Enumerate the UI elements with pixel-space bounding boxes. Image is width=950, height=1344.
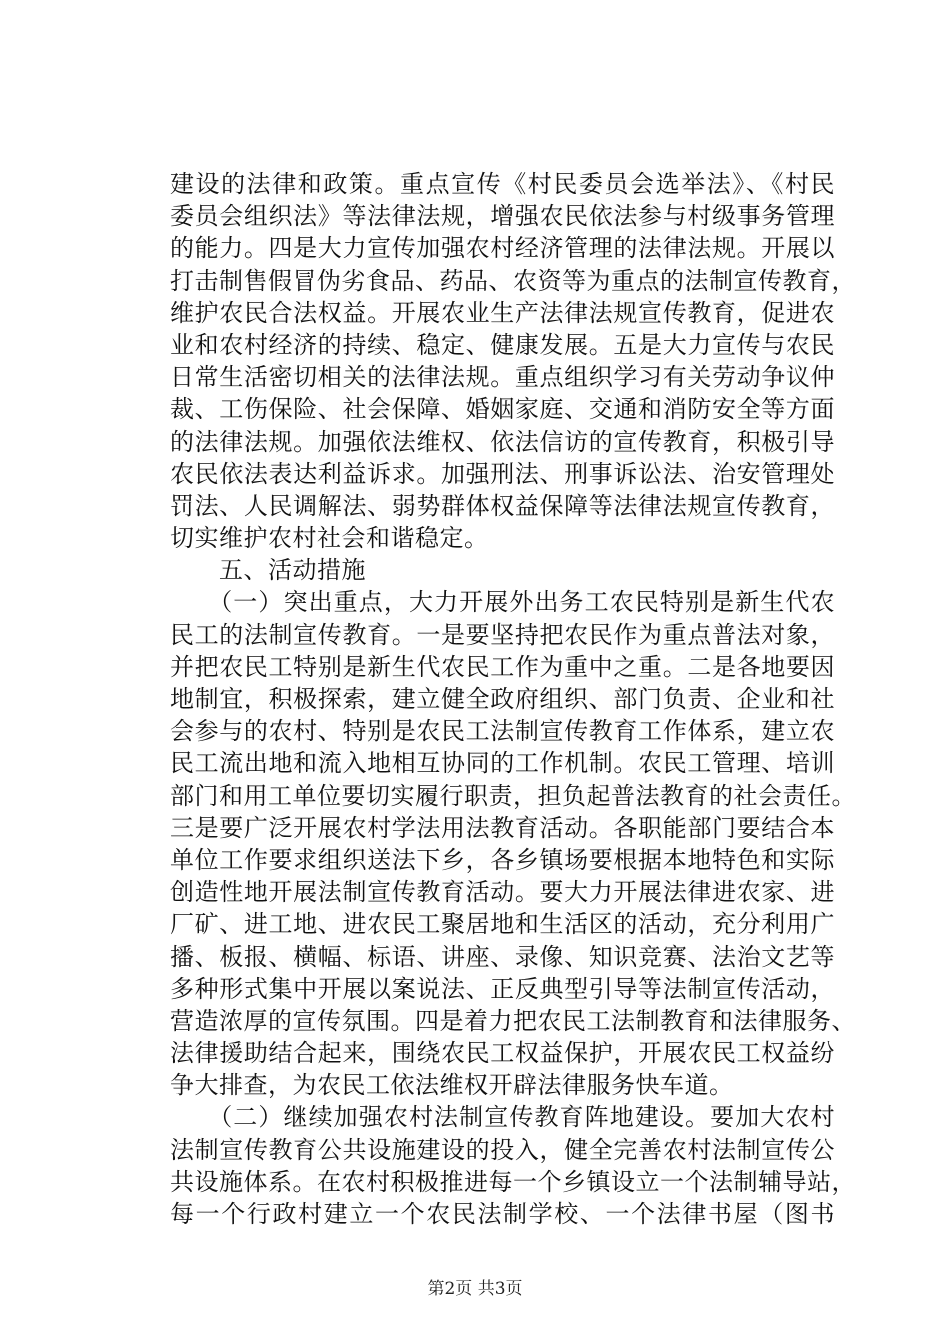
text-line: 播、板报、横幅、标语、讲座、录像、知识竞赛、法治文艺等 bbox=[170, 942, 835, 971]
text-line: 维护农民合法权益。开展农业生产法律法规宣传教育，促进农 bbox=[170, 298, 835, 327]
text-line: 切实维护农村社会和谐稳定。 bbox=[170, 524, 489, 553]
text-line: 法律援助结合起来，围绕农民工权益保护，开展农民工权益纷 bbox=[170, 1039, 835, 1068]
text-line: （二）继续加强农村法制宣传教育阵地建设。要加大农村 bbox=[170, 1103, 835, 1132]
text-line: 单位工作要求组织送法下乡，各乡镇场要根据本地特色和实际 bbox=[170, 845, 835, 874]
text-line: 三是要广泛开展农村学法用法教育活动。各职能部门要结合本 bbox=[170, 813, 835, 842]
text-line: 厂矿、进工地、进农民工聚居地和生活区的活动，充分利用广 bbox=[170, 910, 835, 939]
text-line: 农民依法表达利益诉求。加强刑法、刑事诉讼法、治安管理处 bbox=[170, 459, 835, 488]
text-line: 打击制售假冒伪劣食品、药品、农资等为重点的法制宣传教育， bbox=[170, 266, 856, 295]
text-line: 的能力。四是大力宣传加强农村经济管理的法律法规。开展以 bbox=[170, 234, 835, 263]
text-line: 并把农民工特别是新生代农民工作为重中之重。二是各地要因 bbox=[170, 652, 835, 681]
text-line: 法制宣传教育公共设施建设的投入，健全完善农村法制宣传公 bbox=[170, 1135, 835, 1164]
text-line: 民工的法制宣传教育。一是要坚持把农民作为重点普法对象， bbox=[170, 620, 835, 649]
text-line: 五、活动措施 bbox=[170, 556, 366, 585]
text-line: （一）突出重点，大力开展外出务工农民特别是新生代农 bbox=[170, 588, 835, 617]
text-line: 日常生活密切相关的法律法规。重点组织学习有关劳动争议仲 bbox=[170, 363, 835, 392]
text-line: 共设施体系。在农村积极推进每一个乡镇设立一个法制辅导站， bbox=[170, 1167, 856, 1196]
text-line: 建设的法律和政策。重点宣传《村民委员会选举法》、《村民 bbox=[170, 170, 835, 198]
text-line: 创造性地开展法制宣传教育活动。要大力开展法律进农家、进 bbox=[170, 878, 835, 907]
document-body bbox=[170, 168, 856, 1230]
text-line: 裁、工伤保险、社会保障、婚姻家庭、交通和消防安全等方面 bbox=[170, 395, 835, 424]
text-line: 争大排查，为农民工依法维权开辟法律服务快车道。 bbox=[170, 1071, 734, 1100]
text-line: 部门和用工单位要切实履行职责，担负起普法教育的社会责任。 bbox=[170, 781, 856, 810]
text-line: 委员会组织法》等法律法规，增强农民依法参与村级事务管理 bbox=[170, 202, 835, 231]
text-line: 业和农村经济的持续、稳定、健康发展。五是大力宣传与农民 bbox=[170, 330, 835, 359]
text-line: 每一个行政村建立一个农民法制学校、一个法律书屋（图书 bbox=[170, 1200, 835, 1228]
text-line: 会参与的农村、特别是农民工法制宣传教育工作体系，建立农 bbox=[170, 717, 835, 746]
text-line: 民工流出地和流入地相互协同的工作机制。农民工管理、培训 bbox=[170, 749, 835, 778]
text-line: 地制宜，积极探索，建立健全政府组织、部门负责、企业和社 bbox=[170, 685, 835, 713]
text-line: 多种形式集中开展以案说法、正反典型引导等法制宣传活动， bbox=[170, 974, 835, 1003]
text-line: 的法律法规。加强依法维权、依法信访的宣传教育，积极引导 bbox=[170, 427, 835, 456]
text-line: 罚法、人民调解法、弱势群体权益保障等法律法规宣传教育， bbox=[170, 491, 835, 520]
page-footer: 第2页 共3页 bbox=[427, 1279, 523, 1299]
text-line: 营造浓厚的宣传氛围。四是着力把农民工法制教育和法律服务、 bbox=[170, 1006, 856, 1035]
